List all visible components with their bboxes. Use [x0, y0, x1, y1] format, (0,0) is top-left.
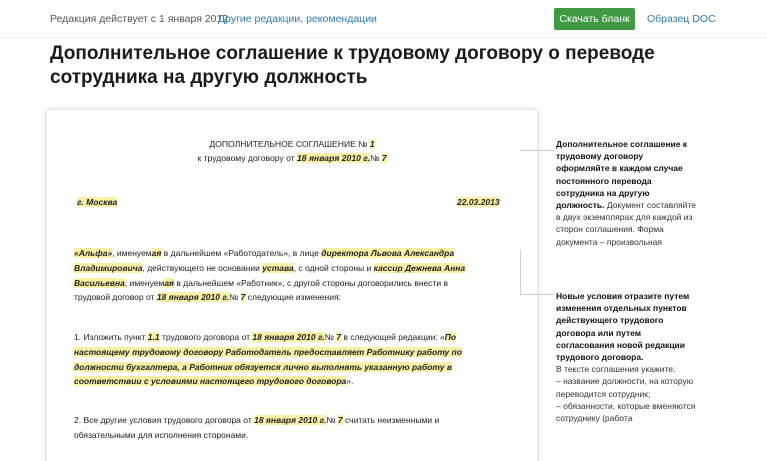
- paragraph-1-line-3: [74, 278, 448, 288]
- agreement-number: 1: [369, 139, 375, 149]
- text: следующие изменения:: [245, 292, 341, 302]
- document-preview: [47, 110, 537, 461]
- quote: По: [444, 332, 457, 342]
- paragraph-2-line-1: [74, 332, 456, 342]
- org-name: «Альфа»: [74, 248, 113, 258]
- sidenote-2: [556, 290, 696, 424]
- text: 1. Изложить пункт: [74, 332, 146, 342]
- number-label: №: [326, 415, 336, 425]
- sidenote-2-text-1: В тексте соглашения укажите:: [556, 364, 676, 375]
- subheading-text: к трудовому договору от: [197, 153, 295, 163]
- contract-number: 7: [381, 153, 387, 163]
- number-label: №: [370, 153, 380, 163]
- quote: соответствии с условиями настоящего трудового договора: [74, 376, 347, 386]
- other-editions-link[interactable]: Другие редакции, рекомендации: [218, 13, 377, 25]
- number-label: №: [324, 332, 334, 342]
- paragraph-1-line-1: [74, 248, 454, 258]
- download-form-button[interactable]: Скачать бланк: [554, 8, 635, 30]
- text: в следующей редакции: «: [340, 332, 445, 342]
- note-2-connector-vertical: [520, 250, 521, 294]
- employee-name: кассир Дежнева Анна: [373, 263, 466, 273]
- paragraph-2-line-2: [74, 347, 462, 357]
- text: , именуем: [112, 248, 152, 258]
- text: обязательными для исполнения сторонами.: [74, 430, 249, 440]
- number-label: №: [229, 292, 239, 302]
- quote: должности бухгалтера, а Работник обязуется лично выполнять указанную работу в: [74, 362, 452, 372]
- paragraph-2-line-3: [74, 362, 452, 372]
- document-date: 22.03.2013: [457, 197, 500, 207]
- heading-text: ДОПОЛНИТЕЛЬНОЕ СОГЛАШЕНИЕ №: [209, 139, 368, 149]
- employee-name-cont: Васильевна: [74, 278, 125, 288]
- document-subheading: [47, 153, 537, 163]
- sidenote-1: [556, 138, 696, 248]
- paragraph-3-line-2: [74, 430, 248, 440]
- sidenote-2-bold: Новые условия отразите путем изменения отдельных пунктов действующего трудового договора или путем согласования новой редакции трудового договора.: [556, 291, 690, 363]
- sidenote-2-text-2: – название должности, на которую переводится сотрудник;: [556, 376, 694, 399]
- text: ».: [346, 376, 354, 386]
- clause-number: 1.1: [147, 332, 160, 342]
- sample-doc-link[interactable]: Образец DOC: [647, 13, 716, 25]
- top-bar: [0, 0, 767, 38]
- quote: настоящему трудовому договору Работодатель предоставляет Работнику работу по: [74, 347, 463, 357]
- text: трудовой договор от: [74, 292, 155, 302]
- director-name: директора Львова Александра: [321, 248, 455, 258]
- paragraph-1-line-4: [74, 292, 341, 302]
- note-2-connector: [520, 294, 554, 295]
- ending: ая: [164, 278, 175, 288]
- sidenote-2-text-3: – обязанности, которые вменяются сотруднику (работа: [556, 400, 696, 424]
- text: в дальнейшем «Работодатель», в лице: [161, 248, 319, 258]
- text: , с одной стороны и: [293, 263, 372, 273]
- top-divider: [0, 37, 767, 38]
- note-1-connector: [520, 150, 554, 151]
- paragraph-3-line-1: [74, 415, 439, 425]
- paragraph-1-line-2: [74, 263, 465, 273]
- text: 2. Все другие условия трудового договора от: [74, 415, 252, 425]
- basis: устава: [262, 263, 294, 273]
- text: , именуем: [124, 278, 165, 288]
- contract-number: 7: [336, 332, 341, 342]
- contract-date: 18 января 2010 г.: [297, 153, 371, 163]
- contract-date: 18 января 2010 г.: [254, 415, 327, 425]
- contract-number: 7: [337, 415, 343, 425]
- page-title-line-2: сотрудника на другую должность: [50, 67, 368, 88]
- document-city: г. Москва: [77, 197, 118, 207]
- text: , действующего не основании: [142, 263, 260, 273]
- contract-date: 18 января 2010 г.: [252, 332, 325, 342]
- page-title-line-1: Дополнительное соглашение к трудовому договору о переводе: [50, 43, 655, 64]
- text: считать неизменными и: [342, 415, 440, 425]
- document-heading: [47, 139, 537, 149]
- text: в дальнейшем «Работник», с другой стороны договорились внести в: [174, 278, 449, 288]
- ending: ая: [151, 248, 162, 258]
- sidenote-1-text: Документ составляйте в двух экземплярах для каждой из сторон соглашения. Форма документа – произвольная: [556, 200, 696, 247]
- sidenote-1-bold: Дополнительное соглашение к трудовому договору оформляйте в каждом случае постоянного перевода сотрудника на другую должность.: [556, 139, 688, 211]
- paragraph-2-line-4: [74, 376, 353, 386]
- contract-number: 7: [240, 292, 246, 302]
- edition-info: Редакция действует с 1 января 2012: [50, 13, 229, 25]
- contract-date: 18 января 2010 г.: [156, 292, 230, 302]
- director-name-cont: Владимировича: [74, 263, 143, 273]
- page-title: [50, 42, 710, 90]
- text: трудового договора от: [159, 332, 251, 342]
